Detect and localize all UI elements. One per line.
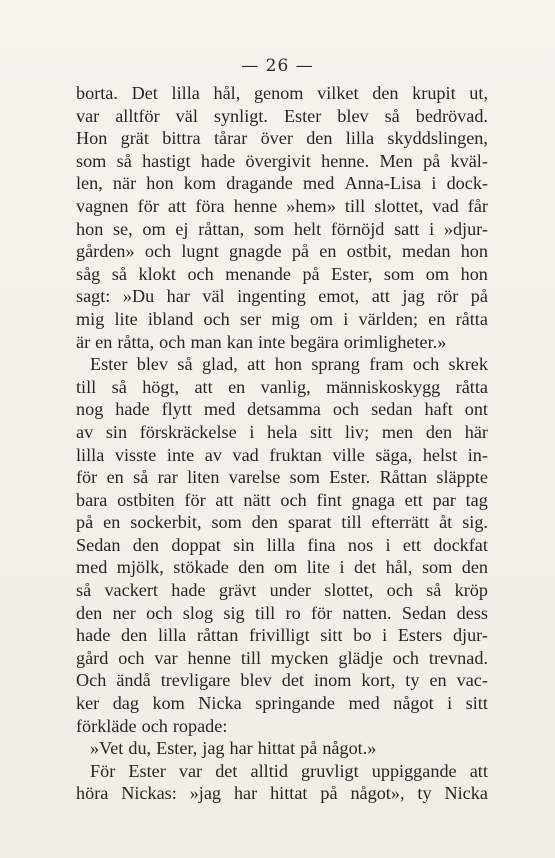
text-line: gården» och lugnt gnagde på en ostbit, medan hon (76, 241, 488, 262)
text-line: hade den lilla råttan frivilligt sitt bo i Esters djur- (76, 625, 488, 646)
text-line: för en så rar liten varelse som Ester. Råttan släppte (76, 467, 488, 488)
text-line: med mjölk, stökade den om lite i det hål, som den (76, 557, 488, 578)
text-line: borta. Det lilla hål, genom vilket den krupit ut, (76, 83, 488, 103)
text-line: bara ostbiten för att nätt och fint gnaga ett par tag (76, 489, 488, 510)
text-line: Sedan den doppat sin lilla fina nos i ett dockfat (76, 534, 488, 555)
text-line: Ester blev så glad, att hon sprang fram och skrek (90, 354, 488, 375)
text-line: den ner och slog sig till ro för natten. Sedan dess (76, 602, 488, 623)
text-line: ker dag kom Nicka springande med något i sitt (76, 693, 488, 714)
text-line: För Ester var det alltid gruvligt uppiggande att (90, 760, 488, 781)
text-line: len, när hon kom dragande med Anna-Lisa i dock- (76, 173, 488, 194)
text-line: var alltför väl synligt. Ester blev så bedrövad. (76, 105, 488, 126)
text-line: mig lite ibland och ser mig om i världen; en råtta (76, 308, 488, 329)
text-line: som så hastigt hade övergivit henne. Men på kväl- (76, 150, 488, 171)
text-line: gård och var henne till mycken glädje och trevnad. (76, 647, 488, 668)
text-line: höra Nickas: »jag har hittat på något», ty Nicka (76, 783, 488, 804)
text-line: Och ändå trevligare blev det inom kort, ty en vac- (76, 670, 488, 691)
text-line: så vackert hade grävt under slottet, och så kröp (76, 580, 488, 601)
text-line: nog hade flytt med detsamma och sedan haft ont (76, 399, 488, 420)
text-line: vagnen för att föra henne »hem» till slottet, vad får (76, 195, 488, 216)
text-line: såg så klokt och menande på Ester, som om hon (76, 263, 488, 284)
text-line: på en sockerbit, som den sparat till efterrätt åt sig. (76, 512, 488, 533)
text-line: till så högt, att en vanlig, människoskygg råtta (76, 376, 488, 397)
text-line: av sin förskräckelse i hela sitt liv; men den här (76, 421, 488, 442)
body-text (76, 82, 488, 805)
text-line: förkläde och ropade: (76, 715, 228, 736)
text-line: är en råtta, och man kan inte begära orimligheter.» (76, 331, 447, 352)
text-line: hon se, om ej råttan, som helt förnöjd satt i »djur- (76, 218, 488, 239)
text-line: Hon grät bittra tårar över den lilla skyddslingen, (76, 128, 488, 149)
text-line: sagt: »Du har väl ingenting emot, att jag rör på (76, 286, 488, 307)
page-number: — 26 — (241, 56, 314, 76)
text-line: »Vet du, Ester, jag har hittat på något.» (90, 738, 377, 759)
text-line: lilla visste inte av vad fruktan ville säga, helst in- (76, 444, 488, 465)
